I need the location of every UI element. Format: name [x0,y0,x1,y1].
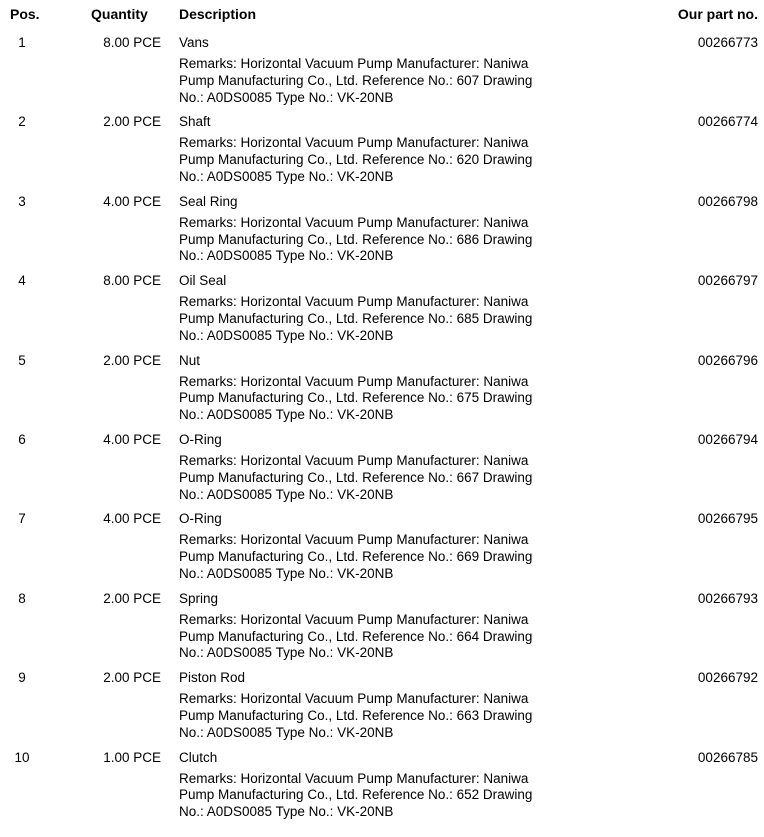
item-description: Seal Ring [179,193,238,209]
item-quantity: 2.00 PCE [103,590,161,606]
item-description: Oil Seal [179,273,227,289]
item-position: 5 [18,352,26,368]
item-position: 9 [18,670,26,686]
item-quantity: 4.00 PCE [103,193,161,209]
item-position: 7 [18,511,26,527]
item-quantity: 8.00 PCE [103,35,161,50]
line-item [0,272,764,351]
header-description: Description [179,6,257,22]
line-items-list [0,34,764,828]
item-part-no: 00266794 [697,431,758,447]
item-remarks: Remarks: Horizontal Vacuum Pump Manufacturer: Naniwa Pump Manufacturing Co., Ltd. Reference No.: 652 Drawing No.: A0DS0085 Type No.: VK-20NB [179,770,533,820]
item-remarks: Remarks: Horizontal Vacuum Pump Manufacturer: Naniwa Pump Manufacturing Co., Ltd. Reference No.: 685 Drawing No.: A0DS0085 Type No.: VK-20NB [179,294,533,343]
item-description: Shaft [179,114,211,130]
line-item [0,510,764,589]
item-quantity: 4.00 PCE [103,431,161,447]
item-description: Nut [179,352,201,368]
line-item [0,669,764,748]
item-quantity: 2.00 PCE [103,114,161,130]
header-pos: Pos. [10,6,40,22]
item-description: O-Ring [179,431,222,447]
item-remarks: Remarks: Horizontal Vacuum Pump Manufacturer: Naniwa Pump Manufacturing Co., Ltd. Reference No.: 686 Drawing No.: A0DS0085 Type No.: VK-20NB [179,214,533,264]
item-part-no: 00266773 [697,35,758,50]
item-part-no: 00266798 [697,193,758,209]
line-item [0,431,764,510]
item-description: Piston Rod [179,670,246,686]
line-item [0,352,764,431]
item-remarks: Remarks: Horizontal Vacuum Pump Manufacturer: Naniwa Pump Manufacturing Co., Ltd. Reference No.: 664 Drawing No.: A0DS0085 Type No.: VK-20NB [179,611,533,661]
item-part-no: 00266796 [697,352,758,368]
line-item [0,193,764,272]
item-remarks: Remarks: Horizontal Vacuum Pump Manufacturer: Naniwa Pump Manufacturing Co., Ltd. Reference No.: 675 Drawing No.: A0DS0085 Type No.: VK-20NB [179,373,533,423]
item-part-no: 00266792 [697,670,758,686]
item-position: 2 [18,114,26,130]
line-item [0,749,764,828]
header-quantity: Quantity [91,6,148,22]
item-part-no: 00266785 [697,749,758,765]
item-part-no: 00266774 [697,114,758,130]
item-description: Clutch [179,749,218,765]
line-item [0,590,764,669]
item-remarks: Remarks: Horizontal Vacuum Pump Manufacturer: Naniwa Pump Manufacturing Co., Ltd. Reference No.: 620 Drawing No.: A0DS0085 Type No.: VK-20NB [179,135,533,184]
item-part-no: 00266795 [697,511,758,527]
item-description: O-Ring [179,511,222,527]
item-position: 10 [14,749,30,765]
item-quantity: 4.00 PCE [103,511,161,527]
item-quantity: 2.00 PCE [103,670,161,686]
item-remarks: Remarks: Horizontal Vacuum Pump Manufacturer: Naniwa Pump Manufacturing Co., Ltd. Reference No.: 667 Drawing No.: A0DS0085 Type No.: VK-20NB [179,452,533,502]
item-part-no: 00266793 [697,590,758,606]
item-position: 3 [18,193,26,209]
item-remarks: Remarks: Horizontal Vacuum Pump Manufacturer: Naniwa Pump Manufacturing Co., Ltd. Reference No.: 663 Drawing No.: A0DS0085 Type No.: VK-20NB [179,691,533,740]
item-position: 6 [18,431,26,447]
item-position: 8 [18,590,26,606]
item-quantity: 2.00 PCE [103,352,161,368]
item-quantity: 8.00 PCE [103,273,161,289]
item-part-no: 00266797 [697,273,758,289]
line-item [0,34,764,113]
item-position: 4 [18,273,26,289]
header-part-no: Our part no. [677,6,758,22]
item-position: 1 [18,35,26,50]
item-description: Spring [179,590,219,606]
line-item [0,113,764,192]
item-remarks: Remarks: Horizontal Vacuum Pump Manufacturer: Naniwa Pump Manufacturing Co., Ltd. Reference No.: 669 Drawing No.: A0DS0085 Type No.: VK-20NB [179,532,533,581]
item-remarks: Remarks: Horizontal Vacuum Pump Manufacturer: Naniwa Pump Manufacturing Co., Ltd. Reference No.: 607 Drawing No.: A0DS0085 Type No.: VK-20NB [179,56,533,105]
item-description: Vans [179,35,209,50]
item-quantity: 1.00 PCE [103,749,161,765]
